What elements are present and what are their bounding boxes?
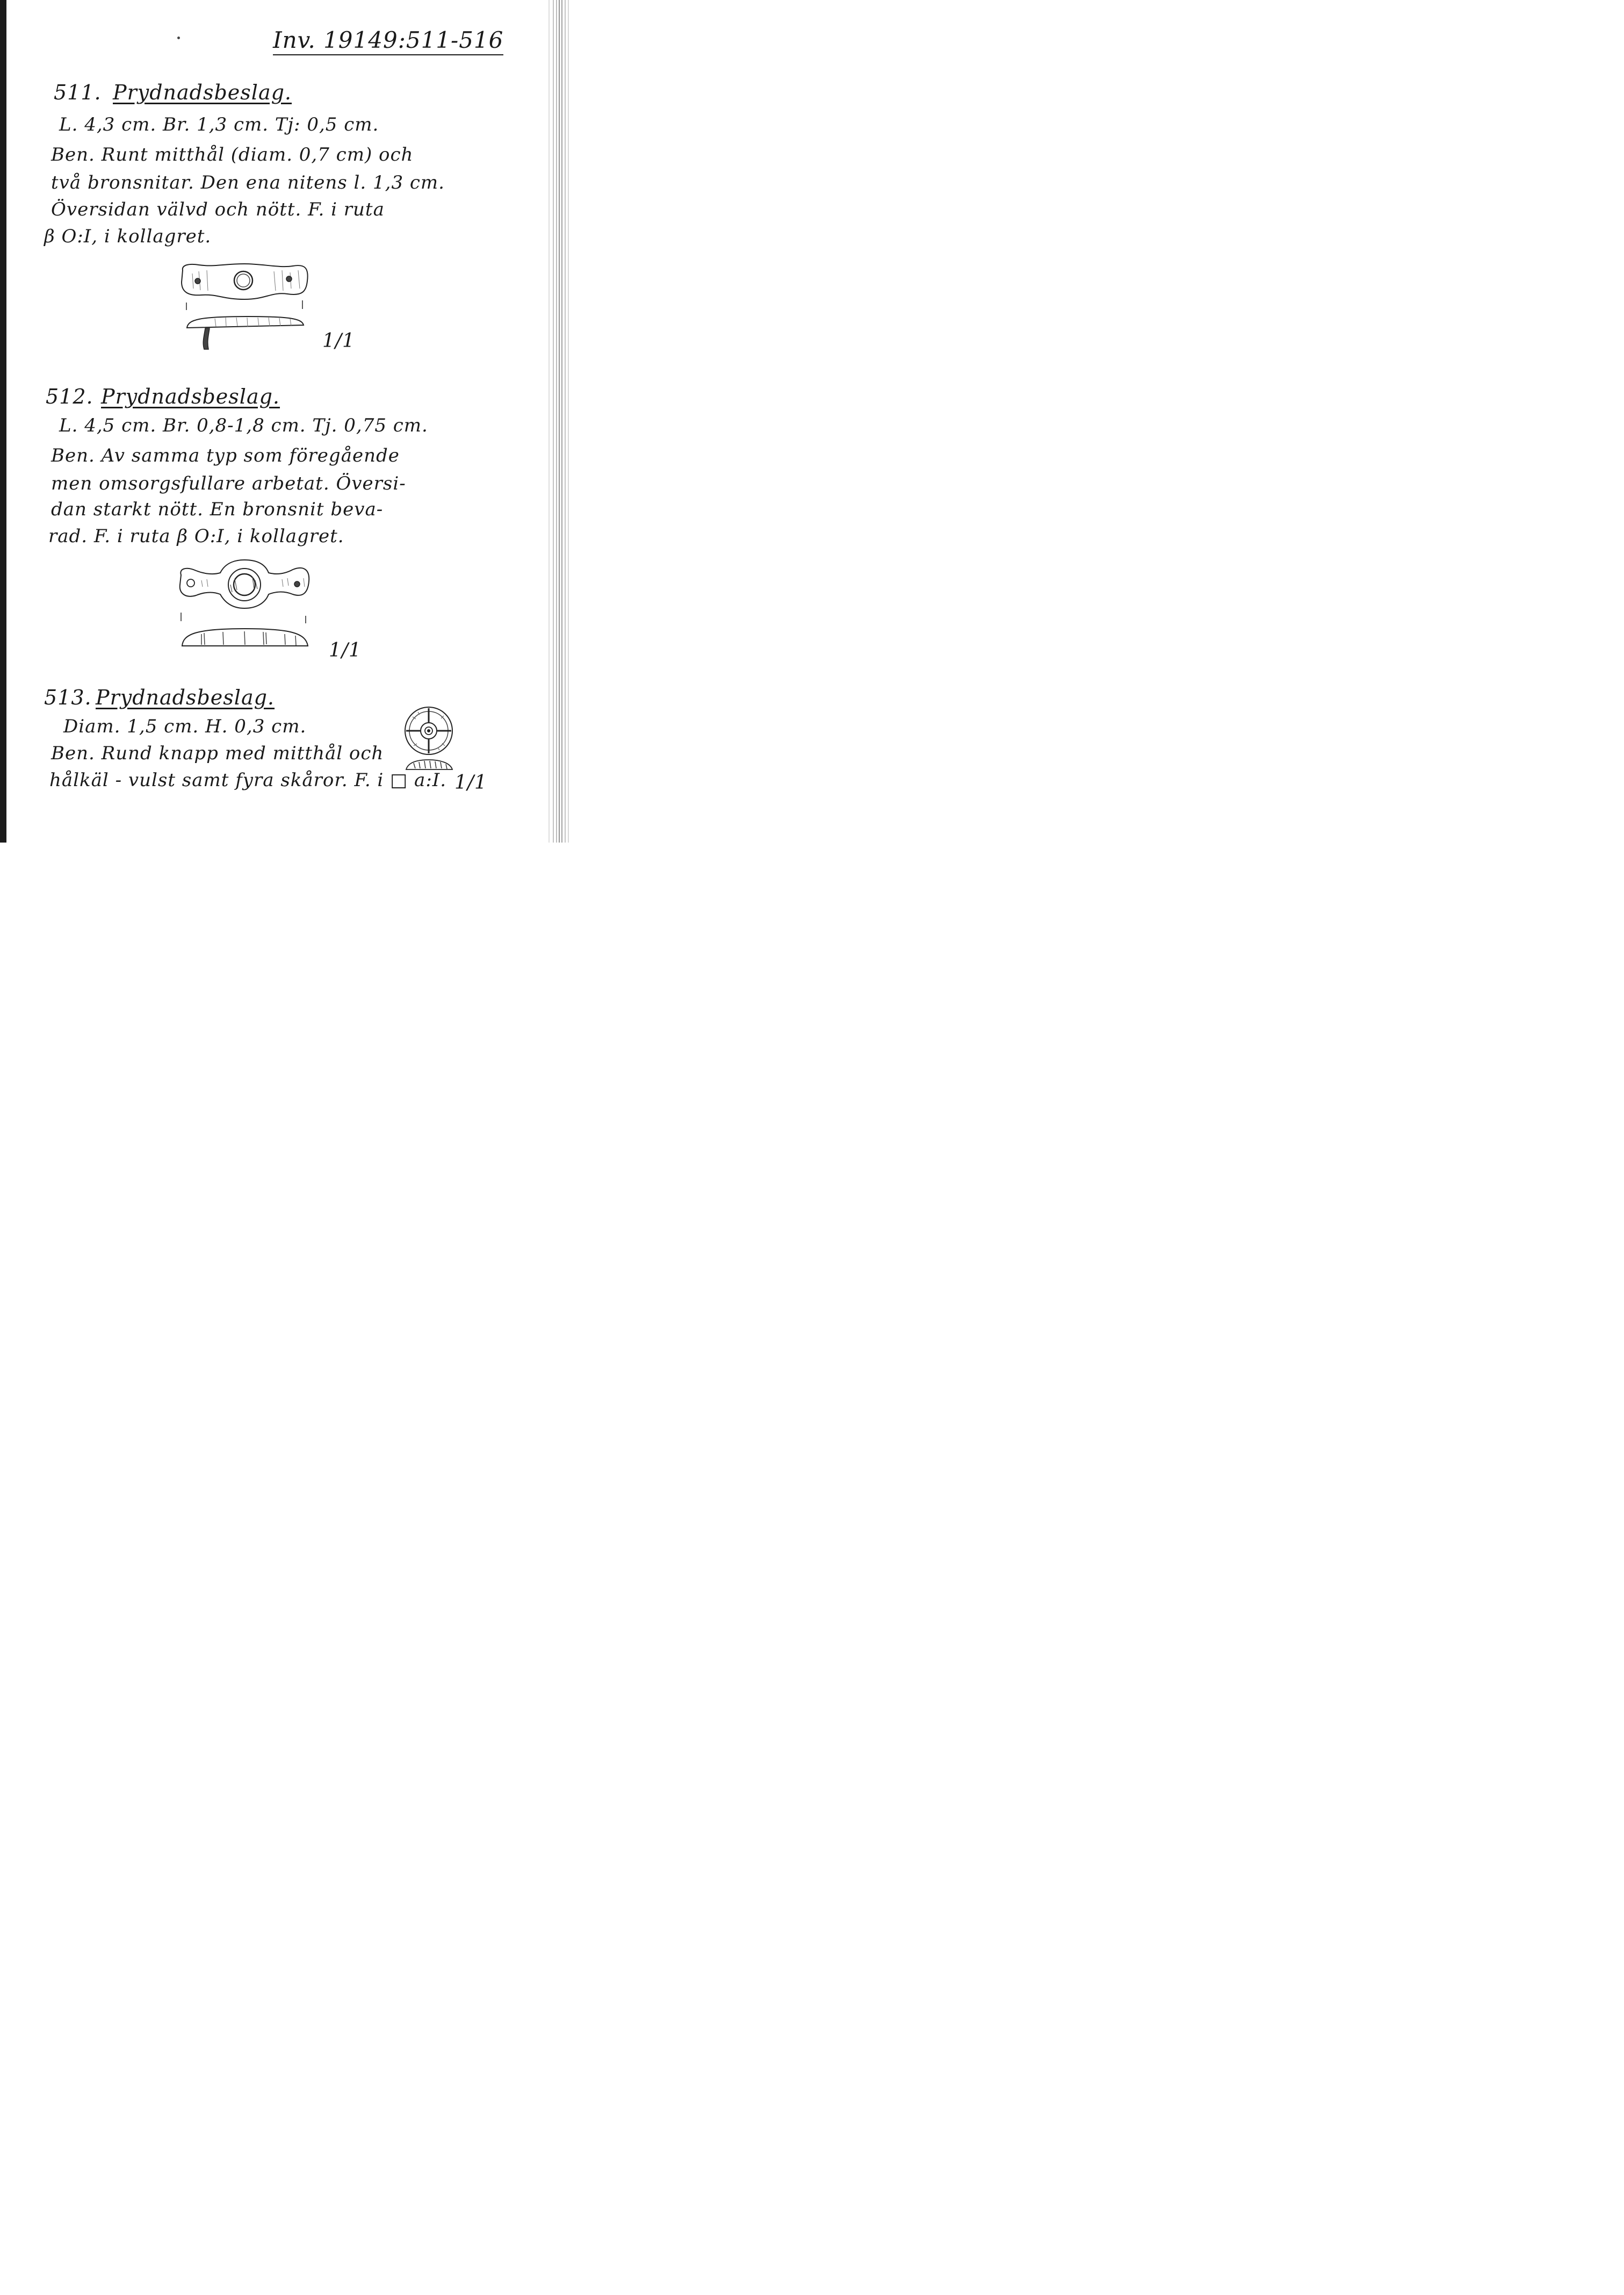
bone-mount-drawing-512: [175, 559, 314, 650]
entry-line: Ben. Av samma typ som föregående: [51, 445, 400, 466]
entry-title: Prydnadsbeslag.: [96, 686, 275, 709]
entry-line: L. 4,5 cm. Br. 0,8-1,8 cm. Tj. 0,75 cm.: [59, 415, 428, 436]
entry-line: två bronsnitar. Den ena nitens l. 1,3 cm.: [51, 172, 445, 193]
entry-line: Diam. 1,5 cm. H. 0,3 cm.: [63, 716, 307, 737]
inventory-number: Inv. 19149:511-516: [273, 27, 503, 55]
entry-line: Översidan välvd och nött. F. i ruta: [51, 199, 385, 220]
entry-line: L. 4,3 cm. Br. 1,3 cm. Tj: 0,5 cm.: [59, 114, 379, 135]
notebook-page: [0, 0, 596, 843]
entry-line: Ben. Runt mitthål (diam. 0,7 cm) och: [51, 144, 414, 166]
ink-dot: [177, 37, 180, 39]
entry-title: Prydnadsbeslag.: [101, 385, 280, 408]
entry-line: hålkäl - vulst samt fyra skåror. F. i □ a:I.: [49, 769, 447, 791]
entry-number: 511.: [54, 81, 102, 104]
page-stack-edges: [537, 0, 596, 843]
entry-number: 512.: [46, 385, 93, 408]
page-left-edge: [0, 0, 6, 843]
entry-line: men omsorgsfullare arbetat. Översi-: [51, 473, 406, 494]
entry-line: dan starkt nött. En bronsnit beva-: [51, 499, 384, 520]
entry-line: β O:I, i kollagret.: [44, 226, 212, 247]
bone-mount-drawing-511: [177, 261, 317, 355]
entry-line: rad. F. i ruta β O:I, i kollagret.: [48, 526, 344, 547]
entry-line: Ben. Rund knapp med mitthål och: [51, 743, 384, 764]
entry-title: Prydnadsbeslag.: [113, 81, 292, 104]
entry-number: 513.: [44, 686, 92, 709]
scale-label: 1/1: [322, 330, 355, 352]
scale-label: 1/1: [454, 772, 487, 794]
scale-label: 1/1: [329, 639, 362, 661]
round-button-drawing-513: [402, 704, 461, 779]
